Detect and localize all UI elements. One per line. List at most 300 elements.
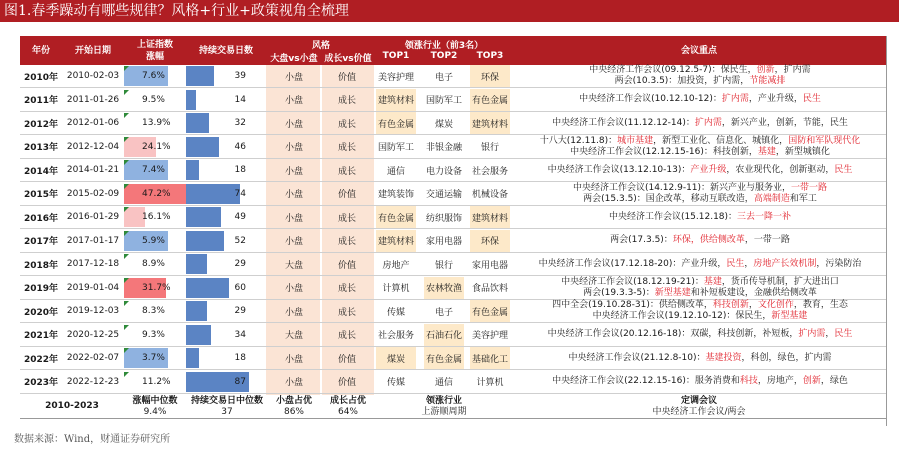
summary-meeting-label: 定调会议	[680, 396, 717, 406]
table-row	[20, 112, 886, 135]
cell-year: 2017年	[23, 237, 59, 247]
cell-start-date: 2016-01-29	[66, 212, 120, 222]
cell-top3: 计算机	[476, 378, 504, 388]
cell-top1: 通信	[386, 166, 405, 177]
table-row	[20, 65, 886, 88]
cell-top3: 基础化工	[470, 347, 510, 369]
cell-growth-style: 价值	[337, 190, 356, 200]
summary-period: 2010-2023	[45, 401, 99, 411]
meeting-line	[615, 76, 786, 87]
days-value: 18	[234, 353, 246, 363]
cell-year: 2012年	[23, 119, 59, 130]
gain-marker	[124, 372, 129, 377]
meeting-text: ，新型工业化、信息化、城镇化，	[653, 135, 789, 146]
summary-style-value: 64%	[337, 407, 358, 417]
table-row	[20, 300, 886, 323]
cell-start-date: 2017-12-18	[66, 259, 120, 269]
gain-marker	[124, 348, 129, 353]
cell-meeting	[513, 65, 885, 87]
cell-size-style: 小盘	[284, 354, 303, 365]
cell-start-date: 2022-02-07	[66, 353, 120, 363]
cell-gain	[124, 89, 186, 111]
cell-top1: 社会服务	[377, 331, 414, 341]
cell-gain	[124, 112, 186, 134]
cell-days	[186, 136, 266, 158]
days-bar	[186, 254, 207, 274]
days-value: 60	[234, 282, 246, 293]
cell-size-style: 小盘	[284, 284, 303, 294]
meeting-text: ，	[744, 258, 754, 269]
cell-top1: 计算机	[382, 284, 410, 294]
meeting-text: 两会(19.3.3-5)：	[583, 287, 655, 298]
days-bar	[186, 207, 221, 227]
cell-meeting	[513, 277, 885, 299]
cell-year: 2013年	[23, 143, 59, 153]
cell-top1: 传媒	[386, 307, 405, 318]
meeting-line	[552, 376, 848, 387]
cell-meeting	[513, 89, 885, 111]
cell-top2: 石油石化	[424, 324, 464, 346]
summary-size-value: 86%	[283, 407, 304, 417]
cell-days	[186, 347, 266, 369]
summary-days-label: 持续交易日中位数	[190, 396, 263, 406]
meeting-text: ，货币传导机制，扩大进出口	[721, 276, 839, 287]
gain-value: 5.9%	[142, 235, 165, 246]
header-growth: 成长vs价值	[324, 54, 372, 64]
cell-gain	[124, 300, 186, 322]
cell-top2: 银行	[434, 260, 453, 271]
cell-growth-style: 成长	[337, 213, 356, 224]
cell-top1: 房地产	[382, 260, 410, 271]
meeting-text: 中央经济工作会议(17.12.18-20)：产业升级，	[538, 258, 727, 269]
meeting-text: ，新型城镇化	[775, 146, 830, 157]
table-row	[20, 347, 886, 370]
cell-days	[186, 65, 266, 87]
cell-size-style: 小盘	[284, 72, 303, 83]
meeting-text: 中央经济工作会议(14.12.9-11)：新兴产业与服务业，	[572, 182, 792, 193]
cell-meeting	[513, 347, 885, 369]
gain-marker	[124, 231, 129, 236]
days-value: 52	[234, 235, 246, 246]
cell-meeting	[513, 206, 885, 228]
cell-top1: 有色金属	[376, 112, 416, 134]
cell-growth-style: 价值	[337, 72, 356, 83]
meeting-highlight: 科技创新	[712, 300, 749, 310]
meeting-text: 中央经济工作会议(09.12.5-7)：保民生，	[589, 65, 757, 75]
cell-top3: 社会服务	[471, 166, 508, 177]
cell-top3: 食品饮料	[471, 284, 508, 294]
cell-gain	[124, 347, 186, 369]
meeting-line	[539, 259, 862, 270]
meeting-highlight: 高端制造	[753, 193, 790, 204]
gain-marker	[124, 90, 129, 95]
header-start-date: 开始日期	[74, 45, 111, 56]
cell-start-date: 2019-12-03	[66, 306, 120, 316]
table-row	[20, 253, 886, 276]
cell-size-style: 小盘	[284, 307, 303, 318]
policy-table	[20, 36, 886, 417]
meeting-highlight: 节能减排	[749, 76, 786, 86]
meeting-highlight: 民生	[834, 164, 853, 175]
cell-size-style: 大盘	[284, 331, 303, 341]
cell-top1: 煤炭	[376, 347, 416, 369]
cell-start-date: 2011-01-26	[66, 94, 120, 105]
summary-row	[20, 395, 886, 419]
cell-top1: 美容护理	[377, 72, 414, 83]
cell-size-style: 小盘	[284, 143, 303, 153]
gain-marker	[124, 137, 129, 142]
days-value: 34	[234, 329, 246, 340]
meeting-highlight: 基建	[757, 146, 776, 157]
meeting-line	[540, 136, 860, 147]
source-note: 数据来源：Wind，财通证券研究所	[14, 434, 171, 445]
gain-marker	[124, 278, 129, 283]
cell-growth-style: 价值	[337, 378, 356, 388]
cell-top1: 建筑材料	[376, 230, 416, 252]
cell-days	[186, 253, 266, 275]
meeting-text: 和军工	[789, 193, 817, 204]
meeting-line	[583, 194, 817, 205]
cell-start-date: 2020-12-25	[66, 329, 120, 340]
cell-top3: 家用电器	[471, 260, 508, 271]
meeting-text: 两会(15.3.5)：国企改革，移动互联改造，	[583, 193, 754, 204]
cell-days	[186, 300, 266, 322]
cell-growth-style: 成长	[337, 143, 356, 153]
meeting-line	[552, 118, 848, 129]
table-header	[20, 36, 886, 65]
gain-marker	[124, 301, 129, 306]
cell-top1: 有色金属	[376, 206, 416, 228]
cell-top2: 国防军工	[425, 96, 462, 106]
days-value: 18	[234, 165, 246, 175]
cell-year: 2010年	[23, 72, 59, 83]
meeting-line	[570, 147, 830, 158]
days-bar	[186, 231, 224, 251]
cell-days	[186, 112, 266, 134]
gain-marker	[124, 325, 129, 330]
header-lead-group: 领涨行业（前3名）	[404, 41, 484, 51]
table-row	[20, 136, 886, 159]
cell-top3: 机械设备	[471, 190, 508, 200]
cell-days	[186, 324, 266, 346]
cell-gain	[124, 206, 186, 228]
meeting-text: ，一带一路	[744, 235, 790, 245]
cell-top3: 有色金属	[470, 89, 510, 111]
meeting-highlight: 扩内需	[798, 329, 826, 339]
summary-style-label: 成长占优	[329, 396, 366, 406]
header-top1: TOP1	[382, 51, 410, 61]
cell-meeting	[513, 253, 885, 275]
cell-growth-style: 价值	[337, 354, 356, 365]
cell-size-style: 大盘	[284, 260, 303, 271]
meeting-text: ，农业现代化，创新驱动，	[726, 164, 835, 175]
table-row	[20, 371, 886, 394]
header-top2: TOP2	[430, 51, 458, 61]
meeting-highlight: 民生	[726, 258, 745, 269]
header-top3: TOP3	[476, 51, 504, 61]
days-bar	[186, 278, 229, 298]
cell-top2: 农林牧渔	[424, 277, 464, 299]
cell-year: 2021年	[23, 331, 59, 341]
cell-meeting	[513, 300, 885, 322]
cell-top1: 建筑装饰	[377, 190, 414, 200]
cell-growth-style: 价值	[337, 260, 356, 271]
cell-days	[186, 230, 266, 252]
cell-start-date: 2014-01-21	[66, 165, 120, 175]
gain-value: 8.3%	[142, 306, 165, 316]
cell-growth-style: 成长	[337, 331, 356, 341]
cell-start-date: 2017-01-17	[66, 235, 120, 246]
days-value: 74	[234, 188, 246, 199]
meeting-text: ，教育，生态	[793, 300, 848, 310]
header-year: 年份	[31, 45, 50, 56]
cell-meeting	[513, 159, 885, 181]
cell-growth-style: 成长	[337, 166, 356, 177]
meeting-highlight: 国防和军队现代化	[788, 135, 861, 146]
gain-marker	[124, 207, 129, 212]
meeting-text: ，	[825, 329, 835, 339]
cell-gain	[124, 136, 186, 158]
summary-size-label: 小盘占优	[275, 396, 312, 406]
meeting-highlight: 扩内需	[721, 94, 749, 104]
cell-size-style: 小盘	[284, 119, 303, 130]
gain-value: 47.2%	[142, 188, 171, 199]
cell-year: 2022年	[23, 354, 59, 365]
meeting-line	[568, 353, 831, 364]
days-value: 14	[234, 94, 246, 105]
cell-gain	[124, 324, 186, 346]
gain-value: 7.4%	[142, 165, 165, 175]
cell-top2: 纺织服饰	[425, 213, 462, 224]
cell-meeting	[513, 136, 885, 158]
cell-start-date: 2019-01-04	[66, 282, 120, 293]
cell-growth-style: 成长	[337, 284, 356, 294]
cell-top1: 建筑材料	[376, 89, 416, 111]
cell-growth-style: 成长	[337, 307, 356, 318]
meeting-highlight: 产业升级	[690, 164, 727, 175]
cell-year: 2014年	[23, 166, 59, 177]
cell-top3: 美容护理	[471, 331, 508, 341]
gain-marker	[124, 160, 129, 165]
meeting-text: 和补短板建设，金融供给侧改革	[690, 287, 817, 298]
cell-meeting	[513, 230, 885, 252]
meeting-text: 四中全会(19.10.28-31)：供给侧改革，	[552, 300, 713, 310]
meeting-highlight: 扩内需	[694, 117, 722, 128]
cell-days	[186, 89, 266, 111]
cell-meeting	[513, 112, 885, 134]
days-bar	[186, 137, 219, 157]
cell-size-style: 小盘	[284, 166, 303, 177]
header-size: 大盘vs小盘	[270, 54, 318, 64]
cell-gain	[124, 253, 186, 275]
cell-year: 2018年	[23, 260, 59, 271]
cell-gain	[124, 159, 186, 181]
days-bar	[186, 325, 211, 345]
table-right-border	[886, 36, 887, 426]
meeting-highlight: 环保，供给侧改革	[672, 235, 745, 245]
cell-top2: 煤炭	[434, 119, 453, 130]
gain-value: 7.6%	[142, 71, 165, 81]
meeting-line	[589, 65, 810, 76]
cell-year: 2011年	[23, 96, 59, 106]
meeting-text: 中央经济工作会议(18.12.19-21)：	[561, 276, 704, 287]
summary-gain-label: 涨幅中位数	[132, 396, 178, 406]
days-bar	[186, 90, 196, 110]
meeting-line	[609, 212, 791, 223]
cell-meeting	[513, 183, 885, 205]
cell-top3: 环保	[470, 65, 510, 87]
meeting-highlight: 新型基建	[771, 311, 808, 321]
days-value: 49	[234, 212, 246, 222]
summary-days-value: 37	[221, 407, 233, 417]
meeting-text: 中央经济工作会议(11.12.12-14)：	[552, 117, 695, 128]
cell-gain	[124, 277, 186, 299]
meeting-highlight: 三去一降一补	[737, 211, 792, 222]
cell-size-style: 小盘	[284, 96, 303, 106]
days-bar	[186, 66, 214, 86]
cell-gain	[124, 183, 186, 205]
meeting-text: 中央经济工作会议(19.12.10-12)：保民生，	[592, 311, 772, 321]
meeting-text: ，产业升级，	[748, 94, 803, 104]
header-style-group: 风格	[311, 41, 330, 51]
cell-top2: 电力设备	[425, 166, 462, 177]
gain-marker	[124, 113, 129, 118]
cell-meeting	[513, 371, 885, 393]
days-value: 32	[234, 118, 246, 128]
cell-size-style: 小盘	[284, 237, 303, 247]
cell-top2: 电子	[434, 72, 453, 83]
cell-start-date: 2015-02-09	[66, 188, 120, 199]
cell-top2: 电子	[434, 307, 453, 318]
days-bar	[186, 301, 207, 321]
meeting-text: 中央经济工作会议(20.12.16-18)：双碳，科技创新，补短板，	[547, 329, 799, 339]
meeting-highlight: 民生	[834, 329, 853, 339]
summary-gain-value: 9.4%	[143, 407, 167, 417]
cell-top3: 环保	[470, 230, 510, 252]
cell-gain	[124, 230, 186, 252]
cell-year: 2016年	[23, 213, 59, 224]
header-gain: 上证指数 涨幅	[136, 39, 173, 62]
days-bar	[186, 348, 199, 368]
meeting-text: ，房地产，	[757, 376, 803, 386]
cell-size-style: 小盘	[284, 378, 303, 388]
gain-value: 3.7%	[142, 353, 165, 363]
cell-growth-style: 成长	[337, 237, 356, 247]
cell-top3: 有色金属	[470, 300, 510, 322]
meeting-text: 中央经济工作会议(22.12.15-16)：服务消费和	[552, 376, 740, 386]
meeting-line	[579, 94, 821, 105]
meeting-highlight: 文化创作	[757, 300, 794, 310]
cell-year: 2023年	[23, 378, 59, 388]
meeting-text: 两会(10.3.5)：加投资，扩内需，	[614, 76, 750, 86]
cell-start-date: 2012-01-06	[66, 118, 120, 128]
days-bar	[186, 160, 199, 180]
gain-marker	[124, 66, 129, 71]
meeting-highlight: 创新	[802, 376, 821, 386]
meeting-text: ，	[748, 300, 758, 310]
meeting-text: 中央经济工作会议(13.12.10-13)：	[547, 164, 691, 175]
cell-days	[186, 159, 266, 181]
meeting-text: 中央经济工作会议(21.12.8-10)：	[568, 352, 706, 363]
meeting-line	[552, 300, 848, 311]
meeting-line	[573, 183, 827, 194]
days-bar	[186, 113, 209, 133]
cell-days	[186, 277, 266, 299]
meeting-text: 中央经济工作会议(15.12.18)：	[608, 211, 738, 222]
meeting-line	[548, 329, 853, 340]
meeting-highlight: 基建	[703, 276, 722, 287]
gain-value: 8.9%	[142, 259, 165, 269]
cell-top3: 银行	[480, 143, 499, 153]
table-row	[20, 206, 886, 229]
cell-growth-style: 成长	[337, 96, 356, 106]
header-meeting: 会议重点	[680, 45, 717, 56]
cell-days	[186, 206, 266, 228]
days-bar	[186, 184, 240, 204]
gain-value: 11.2%	[142, 376, 171, 387]
meeting-text: ，污染防治	[816, 258, 862, 269]
cell-top1: 国防军工	[377, 143, 414, 153]
meeting-highlight: 房地产长效机制	[753, 258, 817, 269]
meeting-text: ，新兴产业，创新，节能，民生	[721, 117, 848, 128]
meeting-highlight: 城市基建	[617, 135, 654, 146]
cell-days	[186, 371, 266, 393]
meeting-highlight: 科技	[739, 376, 758, 386]
meeting-highlight: 创新	[756, 65, 775, 75]
cell-start-date: 2012-12-04	[66, 141, 120, 152]
cell-top1: 传媒	[386, 378, 405, 388]
meeting-text: ，扩内需	[774, 65, 811, 75]
header-days: 持续交易日数	[198, 45, 253, 56]
gain-value: 13.9%	[142, 118, 171, 128]
meeting-text: ，科创，绿色，扩内需	[741, 352, 832, 363]
cell-meeting	[513, 324, 885, 346]
cell-top2: 非银金融	[425, 143, 462, 153]
table-row	[20, 277, 886, 300]
table-row	[20, 324, 886, 347]
meeting-highlight: 新型基建	[654, 287, 691, 298]
days-value: 87	[234, 376, 246, 387]
gain-value: 16.1%	[142, 212, 171, 222]
gain-value: 24.1%	[142, 141, 171, 152]
cell-gain	[124, 65, 186, 87]
figure-title: 图1.春季躁动有哪些规律？风格+行业+政策视角全梳理	[0, 0, 899, 22]
gain-value: 31.7%	[142, 282, 171, 293]
cell-top3: 建筑材料	[470, 112, 510, 134]
meeting-text: 十八大(12.11.8)：	[539, 135, 618, 146]
meeting-line	[610, 235, 790, 246]
meeting-text: 中央经济工作会议(10.12.10-12)：	[579, 94, 722, 104]
days-value: 39	[234, 71, 246, 81]
cell-top2: 通信	[434, 378, 453, 388]
meeting-line	[561, 277, 839, 288]
meeting-highlight: 民生	[802, 94, 821, 104]
cell-top2: 有色金属	[424, 347, 464, 369]
summary-lead-label: 领涨行业	[425, 396, 462, 406]
meeting-text: ，绿色	[820, 376, 848, 386]
days-value: 46	[234, 141, 246, 152]
gain-marker	[124, 184, 129, 189]
meeting-text: 中央经济工作会议(12.12.15-16)：科技创新，	[570, 146, 758, 157]
meeting-line	[583, 288, 817, 299]
summary-meeting-value: 中央经济工作会议/两会	[652, 407, 746, 417]
cell-top3: 建筑材料	[470, 206, 510, 228]
table-row	[20, 230, 886, 253]
days-value: 29	[234, 259, 246, 269]
table-row	[20, 89, 886, 112]
cell-year: 2020年	[23, 307, 59, 318]
cell-top2: 交通运输	[425, 190, 462, 200]
